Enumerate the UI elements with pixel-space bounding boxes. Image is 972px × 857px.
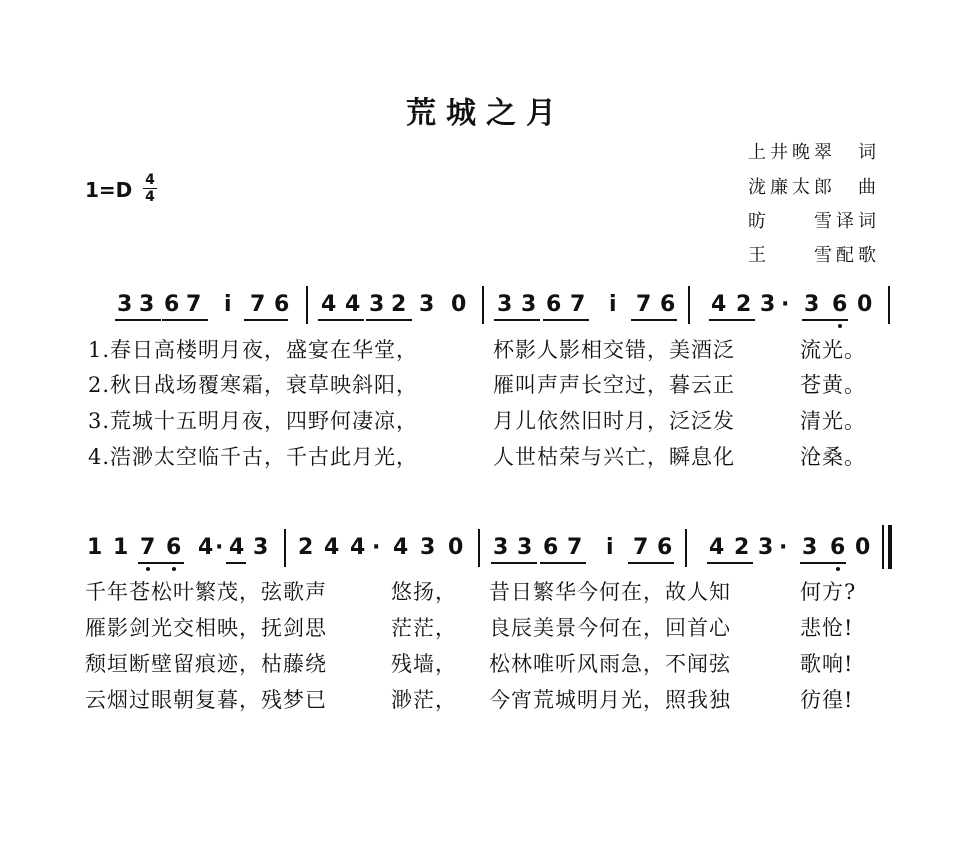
- lyric-line: 千年苍松叶繁茂，弦歌声: [85, 580, 327, 604]
- note: 3: [369, 292, 385, 317]
- dot-extension: ·: [372, 535, 381, 560]
- lyric-line: 1.春日高楼明月夜，盛宴在华堂，: [88, 338, 419, 362]
- lyric-line: 彷徨!: [800, 688, 854, 712]
- bar-line: [284, 529, 286, 567]
- lyric-line: 颓垣断壁留痕迹，枯藤绕: [85, 652, 327, 676]
- lyric-line: 云烟过眼朝复暮，残梦已: [85, 688, 327, 712]
- lyric-line: 月儿依然旧时月，泛泛发: [493, 409, 735, 433]
- note-low: 6: [166, 535, 182, 560]
- note: 2: [298, 535, 314, 560]
- lyric-line: 3.荒城十五明月夜，四野何凄凉，: [88, 409, 419, 433]
- bar-line: [478, 529, 480, 567]
- lyric-line: 渺茫，: [391, 688, 457, 712]
- eighth-underline: [115, 319, 161, 321]
- note: 7: [636, 292, 652, 317]
- eighth-underline: [802, 319, 848, 321]
- note: 3: [420, 535, 436, 560]
- lyric-line: 沧桑。: [800, 445, 866, 469]
- note-rest: 0: [857, 292, 873, 317]
- note: 3: [760, 292, 776, 317]
- note: 4: [709, 535, 725, 560]
- eighth-underline: [162, 319, 208, 321]
- note: 3: [804, 292, 820, 317]
- note: 3: [253, 535, 269, 560]
- note: 3: [517, 535, 533, 560]
- bar-line: [685, 529, 687, 567]
- low-octave-dot: [836, 567, 840, 571]
- eighth-underline: [494, 319, 540, 321]
- note: 6: [660, 292, 676, 317]
- lyric-line: 清光。: [800, 409, 866, 433]
- time-signature: [143, 173, 157, 204]
- eighth-underline: [540, 562, 586, 564]
- note: 4: [711, 292, 727, 317]
- final-bar-thin: [882, 525, 884, 569]
- note-rest: 0: [855, 535, 871, 560]
- lyric-line: 苍黄。: [800, 373, 866, 397]
- time-signature-bottom: 4: [145, 189, 155, 205]
- low-octave-dot: [172, 567, 176, 571]
- lyric-line: 今宵荒城明月光，照我独: [489, 688, 731, 712]
- low-octave-dot: [838, 324, 842, 328]
- eighth-underline: [491, 562, 537, 564]
- lyric-line: 残墙，: [391, 652, 457, 676]
- dot-extension: ·: [781, 292, 790, 317]
- eighth-underline: [543, 319, 589, 321]
- eighth-underline: [628, 562, 674, 564]
- note: 3: [117, 292, 133, 317]
- note-high: i: [606, 535, 614, 560]
- note: 7: [570, 292, 586, 317]
- note: 3: [419, 292, 435, 317]
- eighth-underline: [244, 319, 288, 321]
- note: 6: [164, 292, 180, 317]
- note: 3: [521, 292, 537, 317]
- note-high: i: [609, 292, 617, 317]
- note: 4: [324, 535, 340, 560]
- bar-line: [888, 286, 890, 324]
- note: 3: [139, 292, 155, 317]
- eighth-underline: [138, 562, 184, 564]
- notation-row-2: [0, 533, 972, 573]
- lyric-line: 悠扬，: [391, 580, 457, 604]
- notation-row-1: [0, 290, 972, 330]
- bar-line: [306, 286, 308, 324]
- bar-line: [688, 286, 690, 324]
- note-low: 7: [140, 535, 156, 560]
- note: 4: [350, 535, 366, 560]
- note: 2: [734, 535, 750, 560]
- note: 4: [198, 535, 214, 560]
- note-rest: 0: [451, 292, 467, 317]
- note: 7: [567, 535, 583, 560]
- note: 1: [87, 535, 103, 560]
- lyric-line: 雁影剑光交相映，抚剑思: [85, 616, 327, 640]
- note: 2: [736, 292, 752, 317]
- note: 3: [497, 292, 513, 317]
- eighth-underline: [707, 562, 753, 564]
- lyric-line: 良辰美景今何在，回首心: [489, 616, 731, 640]
- eighth-underline: [226, 562, 246, 564]
- dot-extension: ·: [779, 535, 788, 560]
- note: 6: [546, 292, 562, 317]
- eighth-underline: [366, 319, 412, 321]
- note-high: i: [224, 292, 232, 317]
- note: 7: [186, 292, 202, 317]
- lyric-line: 4.浩渺太空临千古，千古此月光，: [88, 445, 419, 469]
- credit-composer: 泷廉太郎 曲: [748, 177, 880, 198]
- note: 2: [391, 292, 407, 317]
- note: 1: [113, 535, 129, 560]
- dot-extension: ·: [215, 535, 224, 560]
- song-title: 荒城之月: [406, 96, 566, 131]
- eighth-underline: [709, 319, 755, 321]
- eighth-underline: [631, 319, 677, 321]
- lyric-line: 雁叫声声长空过，暮云正: [493, 373, 735, 397]
- time-signature-top: 4: [145, 172, 155, 188]
- note: 4: [229, 535, 245, 560]
- note: 6: [543, 535, 559, 560]
- credit-arranger: 王 雪配歌: [748, 245, 880, 266]
- bar-line: [482, 286, 484, 324]
- lyric-line: 松林唯听风雨急，不闻弦: [489, 652, 731, 676]
- note: 6: [657, 535, 673, 560]
- credit-lyricist: 上井晚翠 词: [748, 142, 880, 163]
- note: 4: [345, 292, 361, 317]
- lyric-line: 人世枯荣与兴亡，瞬息化: [493, 445, 735, 469]
- lyric-line: 歌响!: [800, 652, 854, 676]
- lyric-line: 昔日繁华今何在，故人知: [489, 580, 731, 604]
- credit-translator: 昉 雪译词: [748, 211, 880, 232]
- eighth-underline: [800, 562, 846, 564]
- note-low: 6: [830, 535, 846, 560]
- note: 6: [274, 292, 290, 317]
- lyric-line: 流光。: [800, 338, 866, 362]
- note: 3: [493, 535, 509, 560]
- note: 3: [758, 535, 774, 560]
- note: 7: [250, 292, 266, 317]
- eighth-underline: [318, 319, 364, 321]
- note: 4: [393, 535, 409, 560]
- final-bar-thick: [888, 525, 892, 569]
- lyric-line: 茫茫，: [391, 616, 457, 640]
- low-octave-dot: [146, 567, 150, 571]
- note: 7: [633, 535, 649, 560]
- lyric-line: 2.秋日战场覆寒霜，衰草映斜阳，: [88, 373, 419, 397]
- key-signature: 1=D: [85, 178, 133, 202]
- note-low: 6: [832, 292, 848, 317]
- lyric-line: 何方?: [800, 580, 857, 604]
- lyric-line: 杯影人影相交错，美酒泛: [493, 338, 735, 362]
- lyric-line: 悲怆!: [800, 616, 854, 640]
- note-rest: 0: [448, 535, 464, 560]
- note: 4: [321, 292, 337, 317]
- note: 3: [802, 535, 818, 560]
